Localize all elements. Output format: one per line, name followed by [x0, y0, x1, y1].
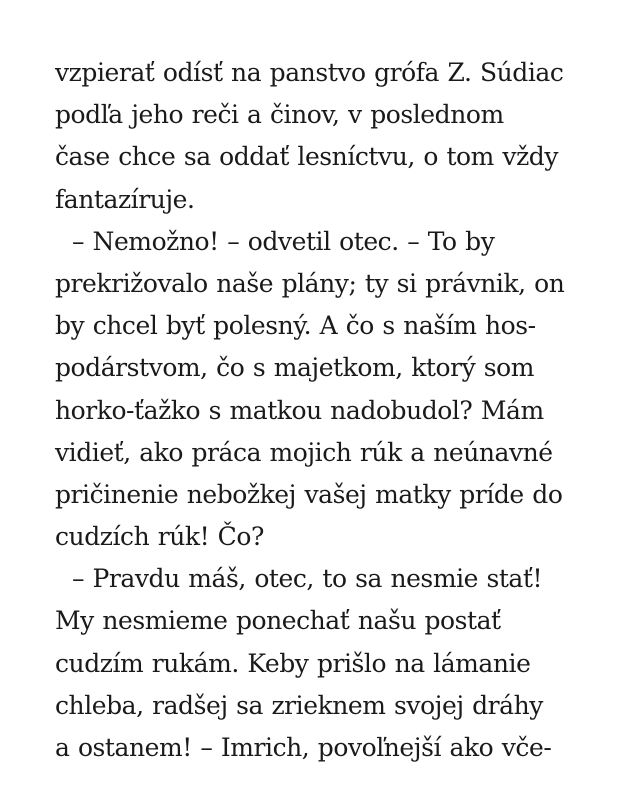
- text-line: čase chce sa oddať lesníctvu, o tom vždy: [55, 142, 559, 172]
- body-text: [55, 52, 625, 769]
- text-line: – Nemožno! – odvetil otec. – To by: [55, 226, 495, 256]
- text-line: horko-ťažko s matkou nadobudol? Mám: [55, 395, 544, 425]
- text-line: cudzích rúk! Čo?: [55, 522, 264, 552]
- text-line: – Pravdu máš, otec, to sa nesmie stať!: [55, 564, 543, 594]
- text-line: by chcel byť polesný. A čo s naším hos-: [55, 311, 536, 341]
- text-line: chleba, radšej sa zrieknem svojej dráhy: [55, 690, 543, 720]
- text-line: cudzím rukám. Keby prišlo na lámanie: [55, 648, 531, 678]
- text-line: prekrižovalo naše plány; ty si právnik, on: [55, 268, 565, 298]
- text-line: fantazíruje.: [55, 184, 195, 214]
- text-line: pričinenie nebožkej vašej matky príde do: [55, 479, 563, 509]
- text-line: podárstvom, čo s majetkom, ktorý som: [55, 353, 534, 383]
- text-line: My nesmieme ponechať našu postať: [55, 606, 501, 636]
- text-line: vidieť, ako práca mojich rúk a neúnavné: [55, 437, 553, 467]
- text-line: vzpierať odísť na panstvo grófa Z. Súdiac: [55, 58, 564, 87]
- text-line: podľa jeho reči a činov, v poslednom: [55, 100, 504, 130]
- text-line: a ostanem! – Imrich, povoľnejší ako vče-: [55, 733, 552, 762]
